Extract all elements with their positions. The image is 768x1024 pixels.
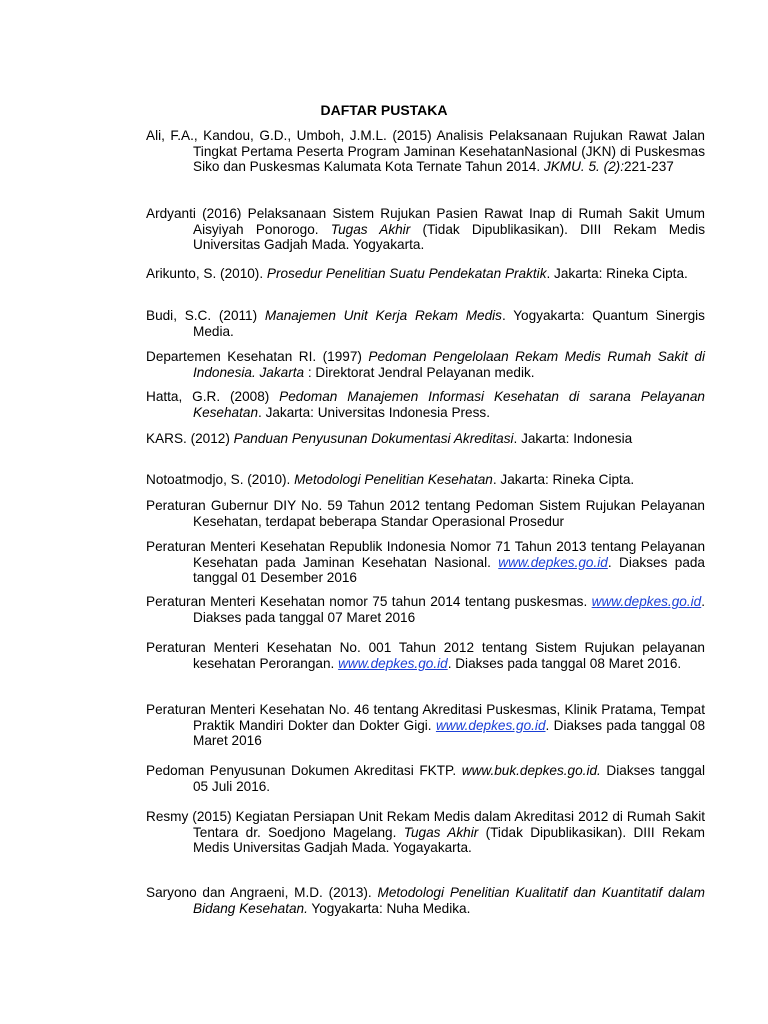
reference-entry: Resmy (2015) Kegiatan Persiapan Unit Rekam Medis dalam Akreditasi 2012 di Rumah Sakit Tentara dr. Soedjono Magelang. Tugas Akhir (Tidak Dipublikasikan). DIII Rekam Medis Universitas Gadjah Mada. Yogayakarta. [146,809,706,855]
depkes-link[interactable]: www.depkes.go.id [338,655,448,671]
reference-entry: Notoatmodjo, S. (2010). Metodologi Penelitian Kesehatan. Jakarta: Rineka Cipta. [146,472,635,487]
reference-entry: Ardyanti (2016) Pelaksanaan Sistem Rujukan Pasien Rawat Inap di Rumah Sakit Umum Aisyiyah Ponorogo. Tugas Akhir (Tidak Dipublikasikan). DIII Rekam Medis Universitas Gadjah Mada. Yogyakarta. [146,206,705,252]
reference-entry: Budi, S.C. (2011) Manajemen Unit Kerja Rekam Medis. Yogyakarta: Quantum Sinergis Media. [146,308,705,339]
reference-entry: Peraturan Menteri Kesehatan nomor 75 tahun 2014 tentang puskesmas. www.depkes.go.id. Diakses pada tanggal 07 Maret 2016 [146,594,705,625]
reference-entry: Arikunto, S. (2010). Prosedur Penelitian Suatu Pendekatan Praktik. Jakarta: Rineka Cipta. [146,266,688,281]
reference-entry: Departemen Kesehatan RI. (1997) Pedoman Pengelolaan Rekam Medis Rumah Sakit di Indonesia. Jakarta : Direktorat Jendral Pelayanan medik. [146,349,705,380]
depkes-link[interactable]: www.depkes.go.id [498,554,608,570]
reference-entry: Hatta, G.R. (2008) Pedoman Manajemen Informasi Kesehatan di sarana Pelayanan Kesehatan. Jakarta: Universitas Indonesia Press. [146,389,705,420]
reference-entry: Pedoman Penyusunan Dokumen Akreditasi FKTP. www.buk.depkes.go.id. Diakses tanggal 05 Juli 2016. [146,763,705,794]
reference-entry: Ali, F.A., Kandou, G.D., Umboh, J.M.L. (2015) Analisis Pelaksanaan Rujukan Rawat Jalan Tingkat Pertama Peserta Program Jaminan KesehatanNasional (JKN) di Puskesmas Siko dan Puskesmas Kalumata Kota Ternate Tahun 2014. JKMU. 5. (2):221-237 [146,128,705,174]
depkes-link[interactable]: www.depkes.go.id [591,594,702,609]
depkes-link[interactable]: www.depkes.go.id [435,717,546,733]
reference-entry: Peraturan Gubernur DIY No. 59 Tahun 2012 tentang Pedoman Sistem Rujukan Pelayanan Kesehatan, terdapat beberapa Standar Operasional Prosedur [146,498,705,529]
reference-entry: Saryono dan Angraeni, M.D. (2013). Metodologi Penelitian Kualitatif dan Kuantitatif dalam Bidang Kesehatan. Yogyakarta: Nuha Medika. [146,885,706,916]
reference-entry: KARS. (2012) Panduan Penyusunan Dokumentasi Akreditasi. Jakarta: Indonesia [146,431,633,446]
page-title: DAFTAR PUSTAKA [320,102,448,118]
reference-entry: Peraturan Menteri Kesehatan Republik Indonesia Nomor 71 Tahun 2013 tentang Pelayanan Kesehatan pada Jaminan Kesehatan Nasional. www.depkes.go.id. Diakses pada tanggal 01 Desember 2016 [146,539,705,585]
reference-entry: Peraturan Menteri Kesehatan No. 46 tentang Akreditasi Puskesmas, Klinik Pratama, Tempat Praktik Mandiri Dokter dan Dokter Gigi. www.depkes.go.id. Diakses pada tanggal 08 Maret 2016 [146,702,706,748]
reference-entry: Peraturan Menteri Kesehatan No. 001 Tahun 2012 tentang Sistem Rujukan pelayanan kesehatan Perorangan. www.depkes.go.id. Diakses pada tanggal 08 Maret 2016. [146,640,705,671]
